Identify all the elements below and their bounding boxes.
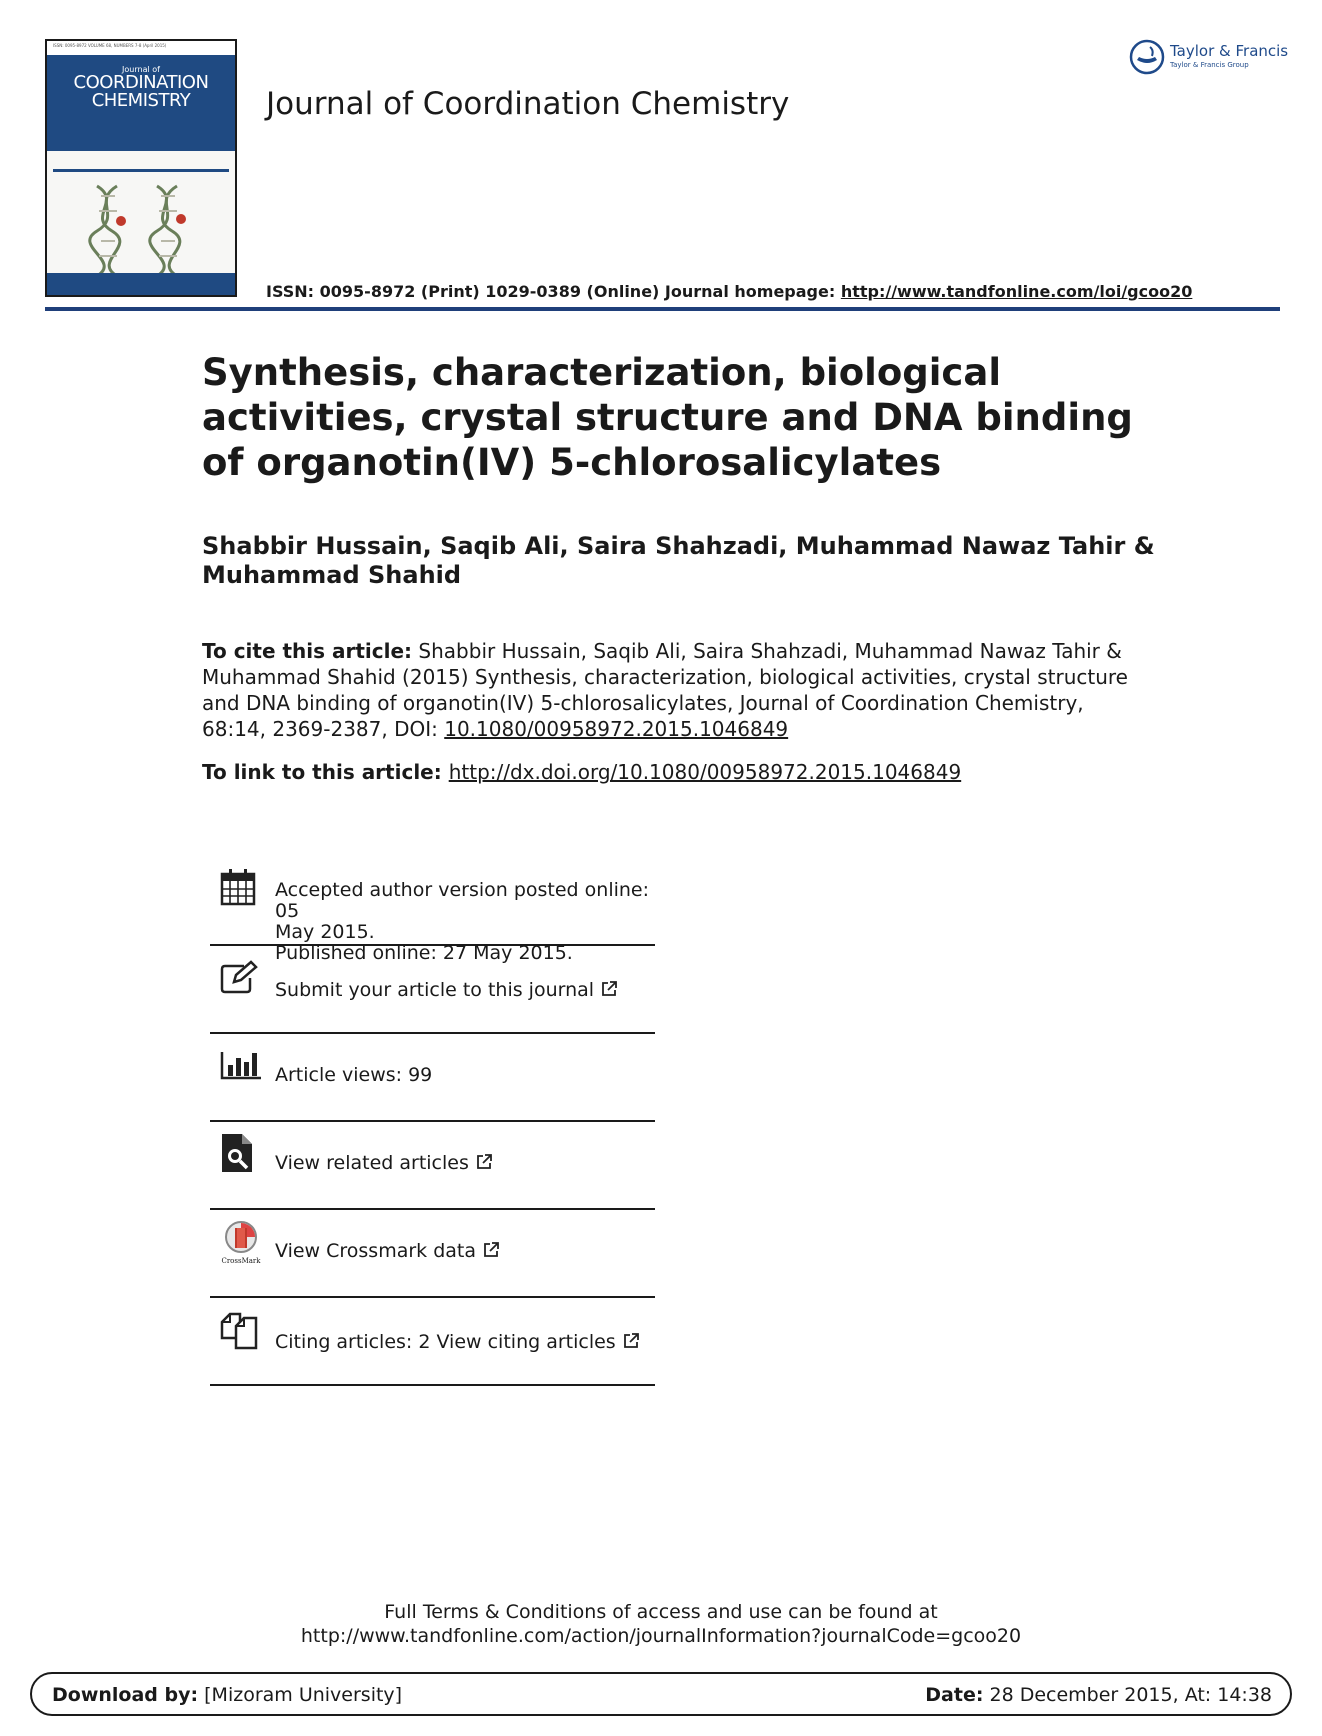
cover-top-strip xyxy=(47,41,235,55)
publisher-logo[interactable] xyxy=(1128,38,1289,80)
edit-icon xyxy=(220,960,258,994)
journal-homepage-link[interactable]: http://www.tandfonline.com/loi/gcoo20 xyxy=(840,282,1193,301)
crossmark-icon xyxy=(224,1220,258,1254)
bar-chart-icon xyxy=(220,1050,262,1080)
calendar-icon xyxy=(220,868,256,906)
publisher-subtitle: Taylor & Francis Group xyxy=(1170,61,1249,69)
dna-helix-illustration xyxy=(77,181,207,281)
article-link-line xyxy=(202,760,961,784)
document-search-icon xyxy=(220,1132,254,1174)
submit-label: Submit your article to this journal xyxy=(275,979,595,1001)
info-row-related[interactable] xyxy=(210,1122,655,1210)
external-link-icon xyxy=(600,980,618,998)
cover-bottom-band xyxy=(47,273,235,295)
info-row-submit[interactable] xyxy=(210,946,655,1034)
cover-title-line1: COORDINATION xyxy=(73,72,209,93)
article-doi-url[interactable]: http://dx.doi.org/10.1080/00958972.2015.1046849 xyxy=(448,760,962,784)
crossmark-logo-text: CrossMark xyxy=(221,1257,261,1265)
info-row-citing[interactable] xyxy=(210,1298,655,1386)
issn-text: ISSN: 0095-8972 (Print) 1029-0389 (Online) Journal homepage: xyxy=(266,282,841,301)
citing-articles-link[interactable] xyxy=(275,1332,640,1353)
link-label: To link to this article: xyxy=(202,760,449,784)
published-date: Published online: 27 May 2015. xyxy=(275,942,573,964)
article-title: Synthesis, characterization, biological activities, crystal structure and DNA binding of organotin(IV) 5-chlorosalicylates xyxy=(202,351,1133,484)
citing-label: Citing articles: 2 View citing articles xyxy=(275,1331,616,1353)
cover-small-title: Journal of xyxy=(122,65,160,74)
doi-link[interactable]: 10.1080/00958972.2015.1046849 xyxy=(444,717,789,741)
copy-documents-icon xyxy=(220,1312,258,1350)
cover-top-text: ISSN: 0095-8972 VOLUME 68, NUMBERS 7-8 (April 2015) xyxy=(53,43,167,48)
citation-block xyxy=(202,638,1132,742)
external-link-icon xyxy=(482,1241,500,1259)
download-info-bar xyxy=(30,1672,1292,1716)
cover-rule xyxy=(53,169,229,172)
info-row-views xyxy=(210,1034,655,1122)
journal-title: Journal of Coordination Chemistry xyxy=(266,86,790,122)
submit-article-link[interactable] xyxy=(275,980,618,1001)
cover-title-band xyxy=(47,55,235,151)
publisher-name: Taylor & Francis xyxy=(1170,42,1289,60)
related-articles-link[interactable] xyxy=(275,1153,493,1174)
download-value: [Mizoram University] xyxy=(198,1684,403,1706)
info-row-crossmark[interactable] xyxy=(210,1210,655,1298)
terms-url[interactable]: http://www.tandfonline.com/action/journalInformation?journalCode=gcoo20 xyxy=(300,1625,1022,1647)
info-row-dates xyxy=(210,862,655,964)
date-value: 28 December 2015, At: 14:38 xyxy=(983,1684,1272,1706)
terms-line1: Full Terms & Conditions of access and use can be found at xyxy=(384,1601,938,1623)
publisher-lamp-icon xyxy=(1128,38,1166,76)
related-label: View related articles xyxy=(275,1152,469,1174)
external-link-icon xyxy=(475,1153,493,1171)
header-rule xyxy=(45,307,1280,311)
journal-cover xyxy=(45,39,237,297)
external-link-icon xyxy=(622,1332,640,1350)
issn-line xyxy=(266,282,1192,301)
crossmark-link[interactable] xyxy=(275,1241,500,1262)
download-label: Download by: xyxy=(52,1684,199,1706)
cite-text: Shabbir Hussain, Saqib Ali, Saira Shahzadi, Muhammad Nawaz Tahir & Muhammad Shahid (2015) Synthesis, characterization, biological activities, crystal structure and DNA binding of organotin(IV) 5-chlorosalicylates, Journal of Coordination Chemistry, 68:14, 2369-2387, DOI: xyxy=(202,639,1128,741)
crossmark-label: View Crossmark data xyxy=(275,1240,477,1262)
accepted-line2: May 2015. xyxy=(275,921,375,943)
terms-notice xyxy=(0,1600,1322,1648)
cite-label: To cite this article: xyxy=(202,639,413,663)
article-authors: Shabbir Hussain, Saqib Ali, Saira Shahzadi, Muhammad Nawaz Tahir & Muhammad Shahid xyxy=(202,532,1155,589)
cover-title-line2: CHEMISTRY xyxy=(91,90,191,111)
date-label: Date: xyxy=(925,1684,984,1706)
download-by xyxy=(52,1684,402,1706)
download-date xyxy=(925,1684,1272,1706)
article-views: Article views: 99 xyxy=(275,1064,433,1086)
crossmark-logo xyxy=(220,1220,262,1265)
accepted-line1: Accepted author version posted online: 05 xyxy=(275,879,650,922)
